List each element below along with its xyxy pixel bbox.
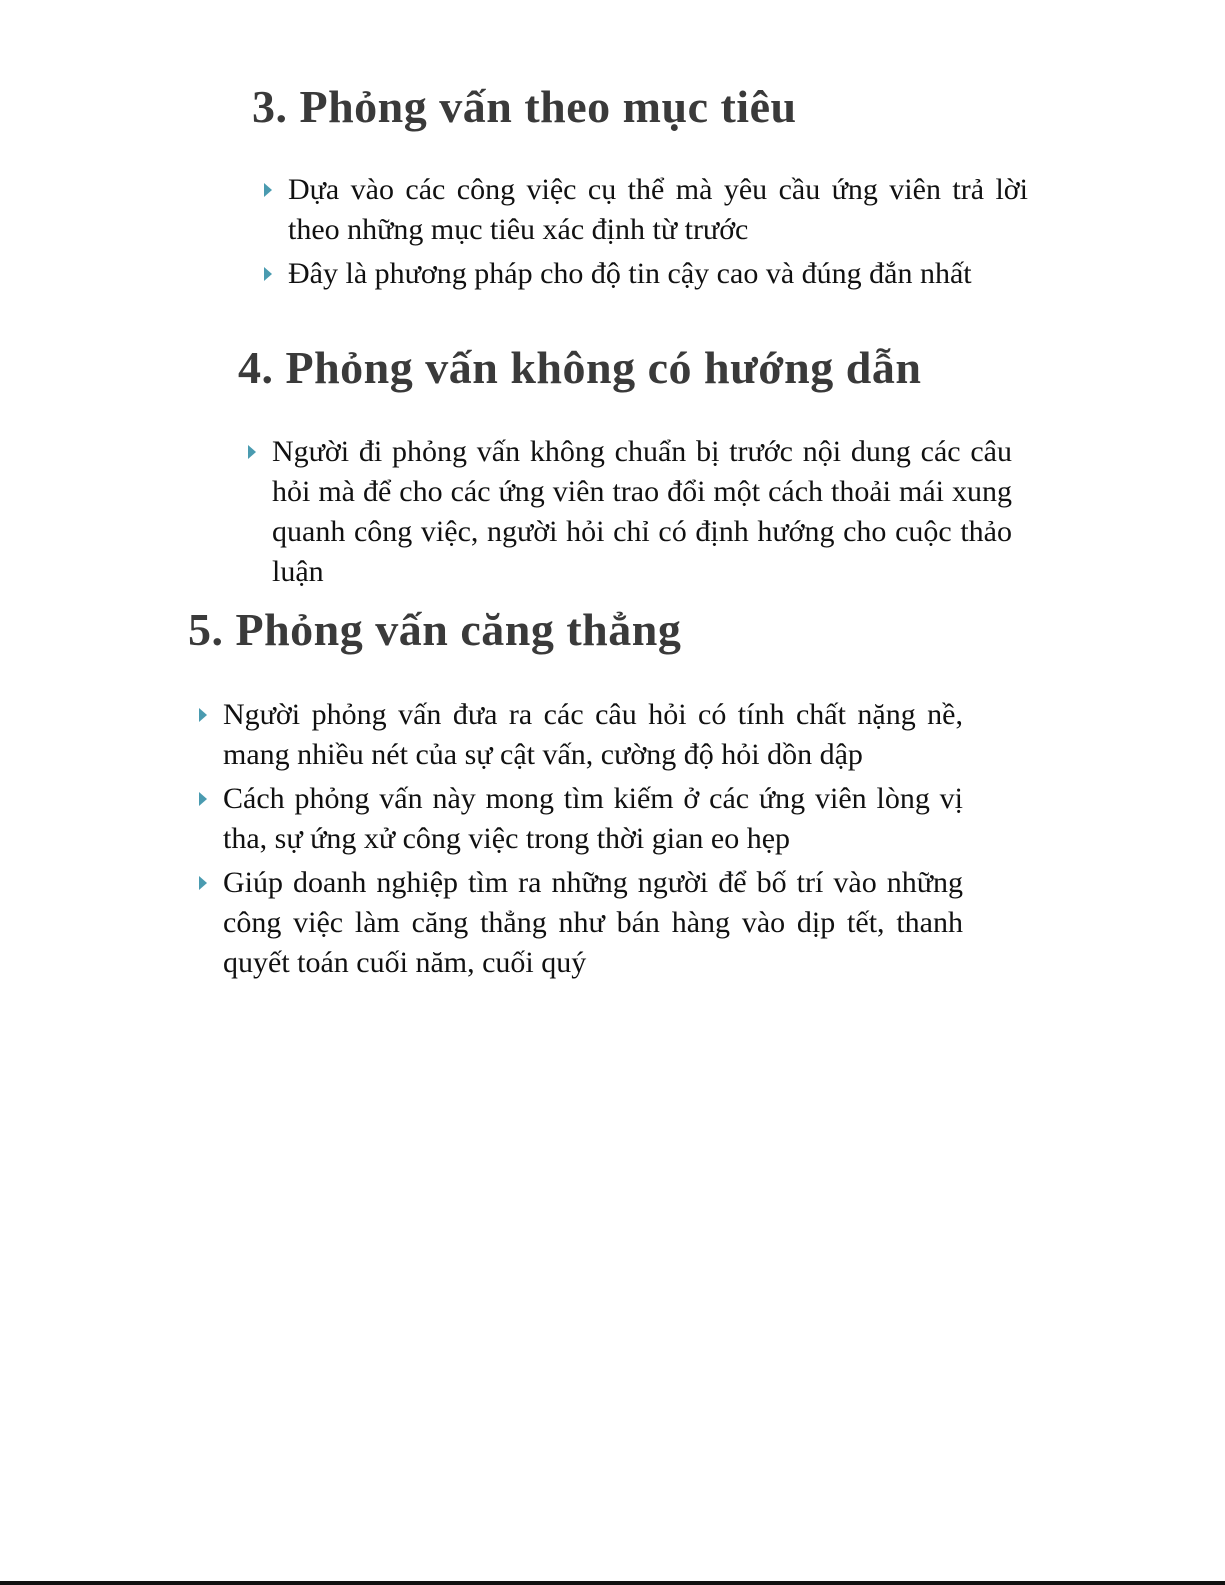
bullet-text: Đây là phương pháp cho độ tin cậy cao và đúng đắn nhất (288, 257, 972, 290)
list-item (197, 695, 963, 775)
page-bottom-divider (0, 1581, 1225, 1585)
bullet-list (262, 170, 1028, 298)
section-heading: 4. Phỏng vấn không có hướng dẫn (238, 342, 922, 393)
list-item (262, 170, 1028, 250)
bullet-text: Giúp doanh nghiệp tìm ra những người để bố trí vào những công việc làm căng thẳng như bán hàng vào dịp tết, thanh quyết toán cuối năm, cuối quý (223, 866, 963, 979)
triangle-right-icon (264, 183, 272, 197)
section-heading: 3. Phỏng vấn theo mục tiêu (252, 81, 797, 132)
list-item (197, 863, 963, 983)
bullet-list (197, 695, 963, 987)
section-heading: 5. Phỏng vấn căng thẳng (188, 604, 682, 655)
bullet-text: Cách phỏng vấn này mong tìm kiếm ở các ứng viên lòng vị tha, sự ứng xử công việc trong thời gian eo hẹp (223, 782, 963, 855)
list-item (262, 254, 1028, 294)
bullet-text: Dựa vào các công việc cụ thể mà yêu cầu ứng viên trả lời theo những mục tiêu xác định từ trước (288, 173, 1028, 246)
bullet-text: Người đi phỏng vấn không chuẩn bị trước nội dung các câu hỏi mà để cho các ứng viên trao đổi một cách thoải mái xung quanh công việc, người hỏi chỉ có định hướng cho cuộc thảo luận (272, 435, 1012, 588)
bullet-list (246, 432, 1012, 596)
triangle-right-icon (264, 267, 272, 281)
triangle-right-icon (199, 792, 207, 806)
triangle-right-icon (248, 445, 256, 459)
bullet-text: Người phỏng vấn đưa ra các câu hỏi có tính chất nặng nề, mang nhiều nét của sự cật vấn, cường độ hỏi dồn dập (223, 698, 963, 771)
list-item (246, 432, 1012, 592)
list-item (197, 779, 963, 859)
triangle-right-icon (199, 708, 207, 722)
triangle-right-icon (199, 876, 207, 890)
